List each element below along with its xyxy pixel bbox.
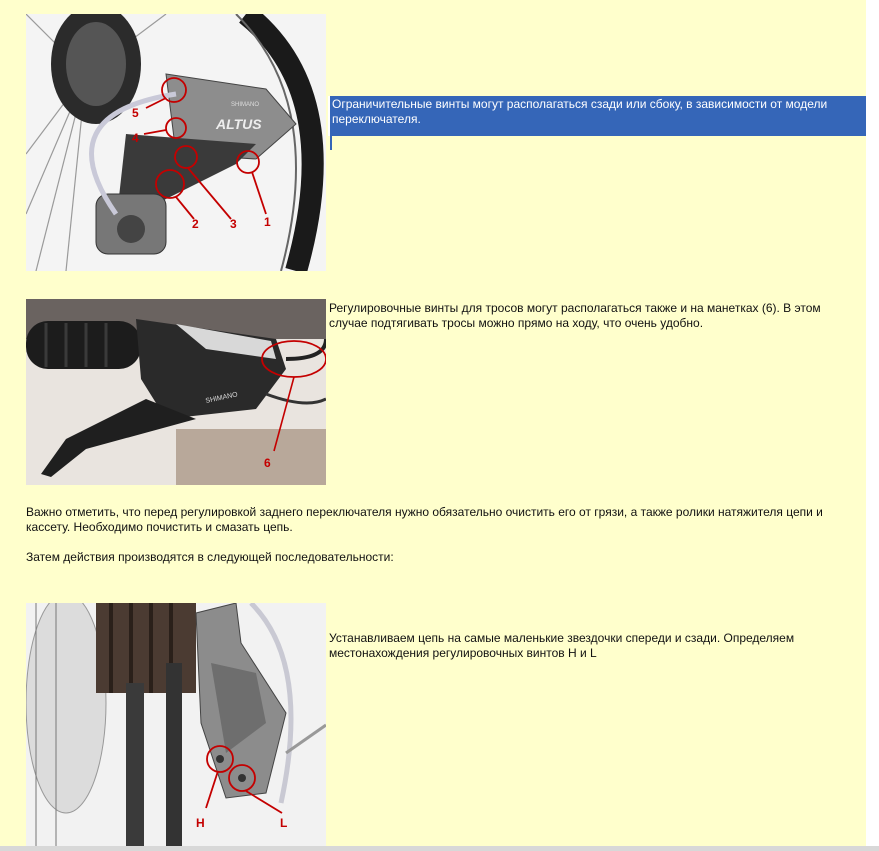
sequence-paragraph: Затем действия производятся в следующей последовательности: bbox=[26, 550, 394, 564]
label-4: 4 bbox=[132, 131, 139, 145]
label-2: 2 bbox=[192, 217, 199, 231]
label-h: H bbox=[196, 816, 205, 830]
cleaning-paragraph: Важно отметить, что перед регулировкой заднего переключателя нужно обязательно очистить его от грязи, а также ролики натяжителя цепи и кассету. Необходимо почистить и смазать цепь. bbox=[26, 505, 823, 534]
label-6: 6 bbox=[264, 456, 271, 470]
label-1: 1 bbox=[264, 215, 271, 229]
cable-adjusters-text: Регулировочные винты для тросов могут располагаться также и на манетках (6). В этом случае подтягивать тросы можно прямо на ходу, что очень удобно. bbox=[329, 301, 821, 330]
hl-screws-photo bbox=[26, 603, 326, 849]
shifter-photo bbox=[26, 299, 326, 485]
text-caret bbox=[330, 136, 332, 150]
limit-screws-text: Ограничительные винты могут располагаться сзади или сбоку, в зависимости от модели переключателя. bbox=[332, 97, 828, 126]
bottom-scroll-edge bbox=[0, 846, 879, 851]
rear-derailleur-photo bbox=[26, 14, 326, 271]
label-3: 3 bbox=[230, 217, 237, 231]
label-l: L bbox=[280, 816, 288, 830]
selected-text-limit-screws[interactable] bbox=[328, 96, 866, 136]
shimano-logo: SHIMANO bbox=[231, 102, 260, 108]
shifter-shimano-logo: SHIMANO bbox=[204, 391, 239, 405]
altus-logo: ALTUS bbox=[216, 116, 262, 132]
label-5: 5 bbox=[132, 106, 139, 120]
hl-screws-text: Устанавливаем цепь на самые маленькие звездочки спереди и сзади. Определяем местонахождения регулировочных винтов H и L bbox=[329, 631, 795, 660]
